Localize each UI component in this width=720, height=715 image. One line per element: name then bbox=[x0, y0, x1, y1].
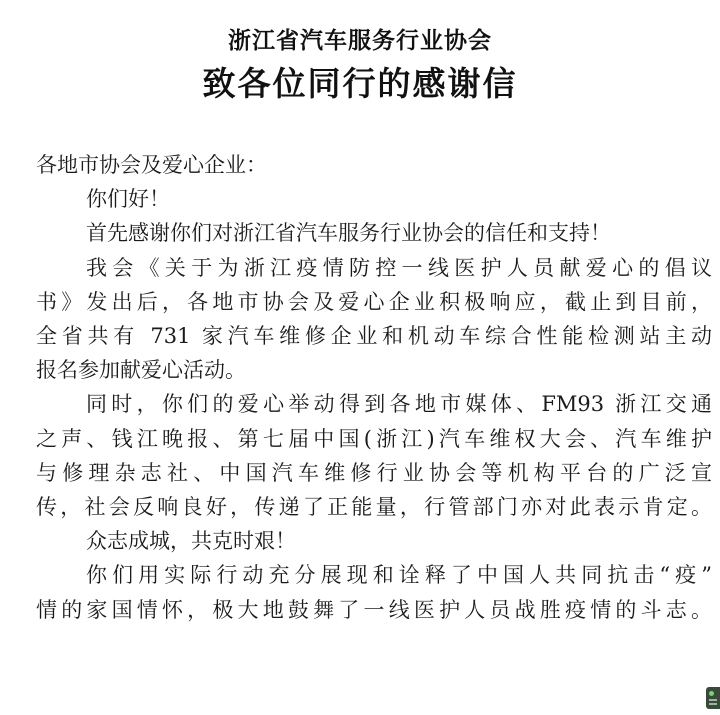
salutation: 各地市协会及爱心企业： bbox=[36, 153, 267, 177]
paragraph-line: 书》发出后，各地市协会及爱心企业积极响应，截止到目前， bbox=[36, 289, 712, 314]
floating-widget-icon[interactable] bbox=[706, 687, 720, 709]
paragraph-line: 报名参加献爱心活动。 bbox=[36, 358, 246, 383]
paragraph-line: 情的家国情怀，极大地鼓舞了一线医护人员战胜疫情的斗志。 bbox=[36, 597, 712, 622]
paragraph-line: 你们用实际行动充分展现和诠释了中国人共同抗击“疫” bbox=[86, 563, 712, 588]
letter-title: 致各位同行的感谢信 bbox=[202, 64, 518, 103]
paragraph-line: 与修理杂志社、中国汽车维修行业协会等机构平台的广泛宣 bbox=[36, 460, 712, 485]
paragraph-line: 全省共有 731 家汽车维修企业和机动车综合性能检测站主动 bbox=[36, 324, 712, 349]
paragraph-line: 同时，你们的爱心举动得到各地市媒体、FM93 浙江交通 bbox=[86, 392, 712, 417]
greeting-line: 你们好！ bbox=[86, 187, 170, 212]
paragraph-line: 首先感谢你们对浙江省汽车服务行业协会的信任和支持！ bbox=[86, 221, 611, 246]
paragraph-line: 之声、钱江晚报、第七届中国(浙江)汽车维权大会、汽车维护 bbox=[36, 426, 712, 451]
organization-name: 浙江省汽车服务行业协会 bbox=[228, 28, 492, 54]
paragraph-line: 传，社会反响良好，传递了正能量，行管部门亦对此表示肯定。 bbox=[36, 495, 712, 520]
letter-body bbox=[36, 148, 712, 627]
paragraph-line: 我会《关于为浙江疫情防控一线医护人员献爱心的倡议 bbox=[86, 255, 712, 280]
paragraph-line: 众志成城，共克时艰！ bbox=[86, 529, 296, 554]
